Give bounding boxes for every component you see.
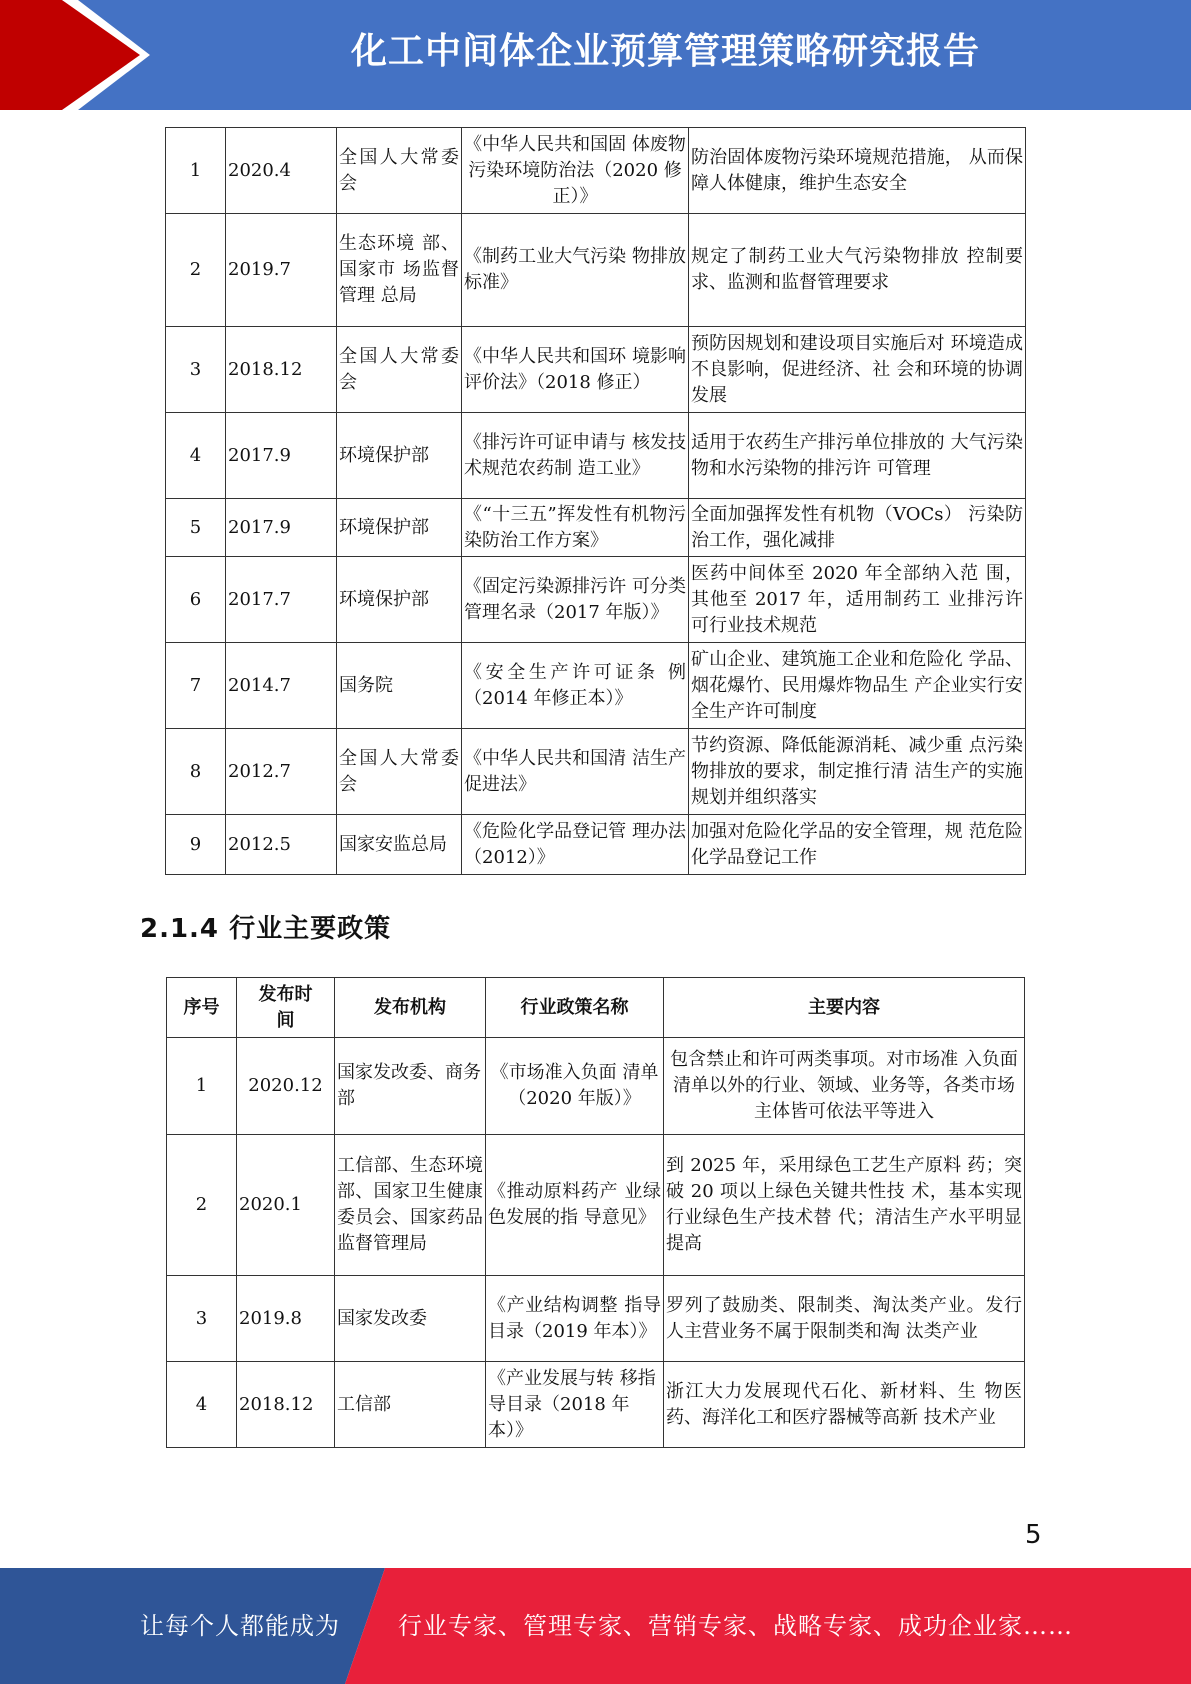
- table-row: [167, 1362, 1025, 1448]
- policy-date: 2020.1: [237, 1135, 335, 1276]
- law-name: 《中华人民共和国清 洁生产促进法》: [462, 729, 689, 815]
- table-row: [166, 327, 1026, 413]
- policy-table: [166, 977, 1025, 1448]
- law-name: 《“十三五”挥发性有机物污染防治工作方案》: [462, 499, 689, 557]
- law-no: 7: [166, 643, 226, 729]
- law-date: 2019.7: [226, 214, 337, 327]
- policy-content: 浙江大力发展现代石化、新材料、生 物医药、海洋化工和医疗器械等高新 技术产业: [664, 1362, 1025, 1448]
- table-row: [166, 214, 1026, 327]
- table-row: [166, 557, 1026, 643]
- table-row: [166, 128, 1026, 214]
- table-row: [166, 815, 1026, 875]
- table-row: [167, 1135, 1025, 1276]
- law-content: 加强对危险化学品的安全管理，规 范危险化学品登记工作: [689, 815, 1026, 875]
- policy-no: 1: [167, 1038, 237, 1135]
- header-chevron-icon: [0, 0, 150, 110]
- law-date: 2018.12: [226, 327, 337, 413]
- law-content: 规定了制药工业大气污染物排放 控制要求、监测和监督管理要求: [689, 214, 1026, 327]
- law-name: 《中华人民共和国环 境影响评价法》（2018 修正）: [462, 327, 689, 413]
- law-content: 节约资源、降低能源消耗、减少重 点污染物排放的要求，制定推行清 洁生产的实施规划并组织落实: [689, 729, 1026, 815]
- policy-org: 工信部、生态环境部、国家卫生健康委员会、国家药品监督管理局: [335, 1135, 486, 1276]
- policy-date: 2019.8: [237, 1276, 335, 1362]
- law-no: 4: [166, 413, 226, 499]
- table-row: [166, 499, 1026, 557]
- law-content: 预防因规划和建设项目实施后对 环境造成不良影响，促进经济、社 会和环境的协调发展: [689, 327, 1026, 413]
- law-org: 国务院: [337, 643, 462, 729]
- law-org: 环境保护部: [337, 557, 462, 643]
- law-date: 2012.5: [226, 815, 337, 875]
- law-no: 3: [166, 327, 226, 413]
- law-content: 医药中间体至 2020 年全部纳入范 围，其他至 2017 年，适用制药工 业排污许可行业技术规范: [689, 557, 1026, 643]
- header-date: 发布时间: [237, 978, 335, 1038]
- law-name: 《制药工业大气污染 物排放标准》: [462, 214, 689, 327]
- header-banner: [0, 0, 1191, 110]
- table-row: [166, 413, 1026, 499]
- law-content: 全面加强挥发性有机物（VOCs） 污染防治工作，强化减排: [689, 499, 1026, 557]
- footer-slogan-right: 行业专家、管理专家、营销专家、战略专家、成功企业家……: [398, 1612, 1073, 1640]
- policy-date: 2020.12: [237, 1038, 335, 1135]
- section-heading: 2.1.4 行业主要政策: [140, 914, 392, 944]
- law-name: 《中华人民共和国固 体废物污染环境防治法（2020 修正）》: [462, 128, 689, 214]
- policy-content: 罗列了鼓励类、限制类、淘汰类产业。发行人主营业务不属于限制类和淘 汰类产业: [664, 1276, 1025, 1362]
- page-number: 5: [1025, 1520, 1042, 1550]
- law-no: 6: [166, 557, 226, 643]
- law-org: 环境保护部: [337, 413, 462, 499]
- policy-org: 国家发改委、商务部: [335, 1038, 486, 1135]
- table-row: [167, 1276, 1025, 1362]
- header-name: 行业政策名称: [486, 978, 664, 1038]
- policy-org: 工信部: [335, 1362, 486, 1448]
- law-content: 防治固体废物污染环境规范措施， 从而保障人体健康，维护生态安全: [689, 128, 1026, 214]
- law-no: 9: [166, 815, 226, 875]
- law-org: 全国人大常委会: [337, 729, 462, 815]
- law-no: 5: [166, 499, 226, 557]
- law-no: 8: [166, 729, 226, 815]
- law-no: 2: [166, 214, 226, 327]
- policy-name: 《市场准入负面 清单（2020 年版）》: [486, 1038, 664, 1135]
- policy-name: 《产业结构调整 指导目录（2019 年本）》: [486, 1276, 664, 1362]
- law-date: 2017.9: [226, 413, 337, 499]
- policy-no: 3: [167, 1276, 237, 1362]
- law-name: 《危险化学品登记管 理办法（2012）》: [462, 815, 689, 875]
- table-header-row: [167, 978, 1025, 1038]
- footer-slogan-left: 让每个人都能成为: [140, 1612, 340, 1640]
- law-date: 2014.7: [226, 643, 337, 729]
- law-org: 全国人大常委会: [337, 128, 462, 214]
- law-name: 《安全生产许可证条 例（2014 年修正本）》: [462, 643, 689, 729]
- law-name: 《固定污染源排污许 可分类管理名录（2017 年版）》: [462, 557, 689, 643]
- policy-content: 包含禁止和许可两类事项。对市场准 入负面清单以外的行业、领域、业务等，各类市场主体皆可依法平等进入: [664, 1038, 1025, 1135]
- policy-content: 到 2025 年，采用绿色工艺生产原料 药；突破 20 项以上绿色关键共性技 术，基本实现行业绿色生产技术替 代；清洁生产水平明显提高: [664, 1135, 1025, 1276]
- law-date: 2017.7: [226, 557, 337, 643]
- policy-name: 《产业发展与转 移指导目录（2018 年本）》: [486, 1362, 664, 1448]
- policy-date: 2018.12: [237, 1362, 335, 1448]
- law-table: [165, 127, 1026, 875]
- header-org: 发布机构: [335, 978, 486, 1038]
- policy-name: 《推动原料药产 业绿色发展的指 导意见》: [486, 1135, 664, 1276]
- table-row: [166, 643, 1026, 729]
- law-name: 《排污许可证申请与 核发技术规范农药制 造工业》: [462, 413, 689, 499]
- law-date: 2012.7: [226, 729, 337, 815]
- law-org: 全国人大常委会: [337, 327, 462, 413]
- law-date: 2020.4: [226, 128, 337, 214]
- table-row: [166, 729, 1026, 815]
- footer-banner: [0, 1568, 1191, 1684]
- policy-org: 国家发改委: [335, 1276, 486, 1362]
- law-no: 1: [166, 128, 226, 214]
- table-row: [167, 1038, 1025, 1135]
- law-content: 适用于农药生产排污单位排放的 大气污染物和水污染物的排污许 可管理: [689, 413, 1026, 499]
- law-org: 生态环境 部、国家市 场监督管理 总局: [337, 214, 462, 327]
- header-no: 序号: [167, 978, 237, 1038]
- policy-no: 2: [167, 1135, 237, 1276]
- law-content: 矿山企业、建筑施工企业和危险化 学品、烟花爆竹、民用爆炸物品生 产企业实行安全生产许可制度: [689, 643, 1026, 729]
- law-org: 国家安监总局: [337, 815, 462, 875]
- law-date: 2017.9: [226, 499, 337, 557]
- header-title: 化工中间体企业预算管理策略研究报告: [350, 31, 980, 72]
- law-org: 环境保护部: [337, 499, 462, 557]
- header-content: 主要内容: [664, 978, 1025, 1038]
- policy-no: 4: [167, 1362, 237, 1448]
